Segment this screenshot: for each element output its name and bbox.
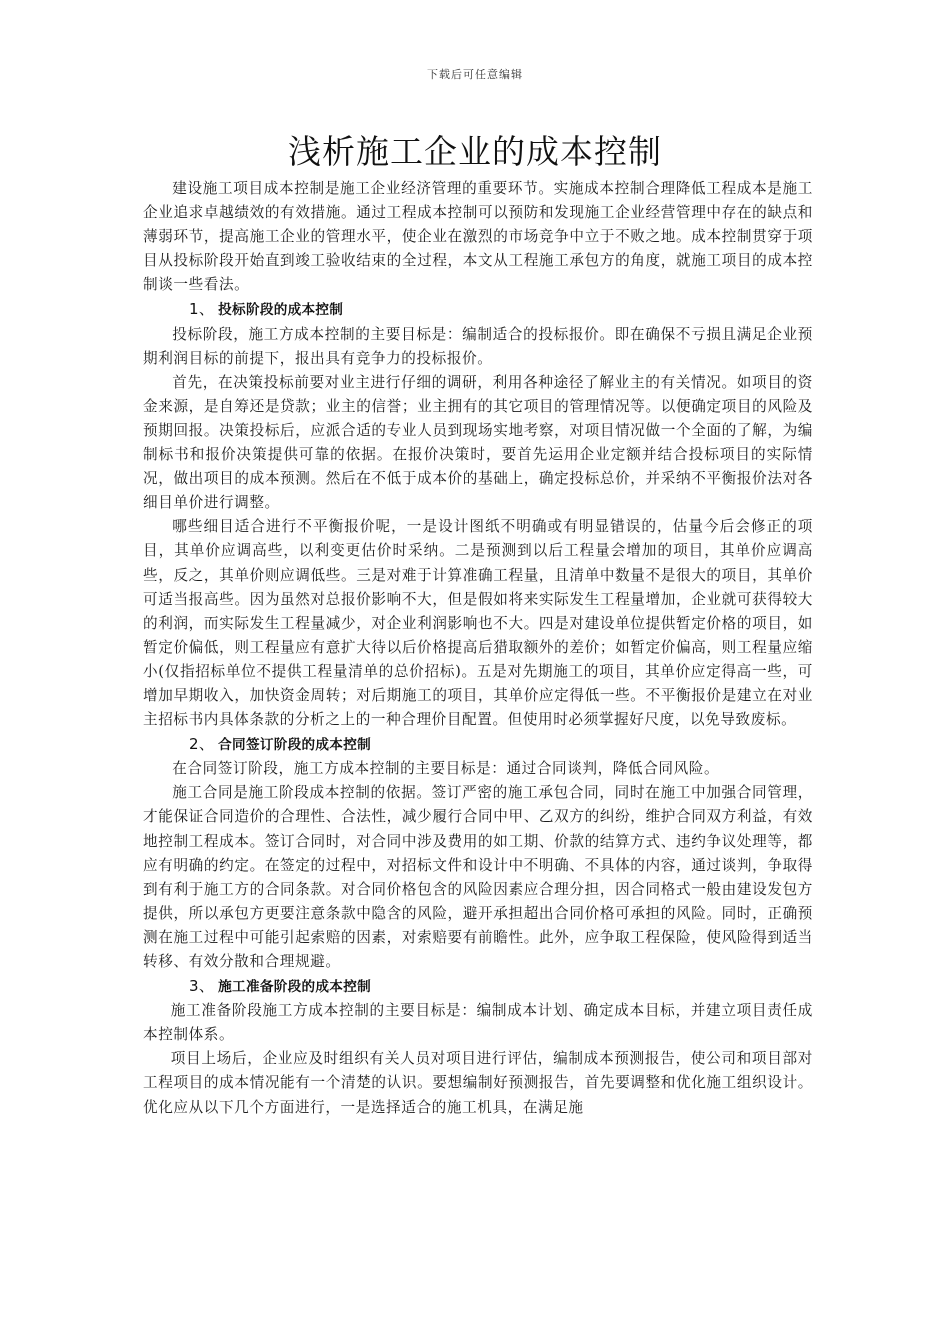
paragraph: 首先，在决策投标前要对业主进行仔细的调研，利用各种途径了解业主的有关情况。如项目的资金来源，是自筹还是贷款；业主的信誉；业主拥有的其它项目的管理情况等。以便确定项目的风险及预期回报。决策投标后，应派合适的专业人员到现场实地考察，对项目情况做一个全面的了解，为编制标书和报价决策提供可靠的依据。在报价决策时，要首先运用企业定额并结合投标项目的实际情况，做出项目的成本预测。然后在不低于成本价的基础上，确定投标总价，并采纳不平衡报价法对各细目单价进行调整。: [143, 373, 813, 512]
section-number: 3、: [189, 977, 215, 996]
section-heading-3: [143, 974, 813, 999]
intro-paragraph: 建设施工项目成本控制是施工企业经济管理的重要环节。实施成本控制合理降低工程成本是施工企业追求卓越绩效的有效措施。通过工程成本控制可以预防和发现施工企业经营管理中存在的缺点和薄弱环节，提高施工企业的管理水平，使企业在激烈的市场竞争中立于不败之地。成本控制贯穿于项目从投标阶段开始直到竣工验收结束的全过程，本文从工程施工承包方的角度，就施工项目的成本控制谈一些看法。: [143, 180, 813, 294]
paragraph: 投标阶段，施工方成本控制的主要目标是：编制适合的投标报价。即在确保不亏损且满足企业预期利润目标的前提下，报出具有竞争力的投标报价。: [143, 325, 813, 367]
paragraph: 在合同签订阶段，施工方成本控制的主要目标是：通过合同谈判，降低合同风险。: [172, 760, 720, 778]
paragraph: 哪些细目适合进行不平衡报价呢，一是设计图纸不明确或有明显错误的，估量今后会修正的项目，其单价应调高些，以利变更估价时采纳。二是预测到以后工程量会增加的项目，其单价应调高些，反之，其单价则应调低些。三是对难于计算准确工程量，且清单中数量不是很大的项目，其单价可适当报高些。因为虽然对总报价影响不大，但是假如将来实际发生工程量增加，企业就可获得较大的利润，而实际发生工程量减少，对企业利润影响也不大。四是对建设单位提供暂定价格的项目，如暂定价偏低，则工程量应有意扩大待以后价格提高后猎取额外的差价；如暂定价偏高，则工程量应缩小(仅指招标单位不提供工程量清单的总价招标)。五是对先期施工的项目，其单价应定得高一些，可增加早期收入，加快资金周转；对后期施工的项目，其单价应定得低一些。不平衡报价是建立在对业主招标书内具体条款的分析之上的一种合理价目配置。但使用时必须掌握好尺度，以免导致废标。: [143, 518, 813, 729]
paragraph: 施工准备阶段施工方成本控制的主要目标是：编制成本计划、确定成本目标，并建立项目责任成本控制体系。: [143, 1002, 813, 1044]
section-heading-text: 合同签订阶段的成本控制: [218, 737, 371, 754]
page-title: 浅析施工企业的成本控制: [288, 132, 662, 171]
paragraph: 施工合同是施工阶段成本控制的依据。签订严密的施工承包合同，同时在施工中加强合同管理，才能保证合同造价的合理性、合法性，减少履行合同中甲、乙双方的纠纷，维护合同双方利益，有效地控制工程成本。签订合同时，对合同中涉及费用的如工期、价款的结算方式、违约争议处理等，都应有明确的约定。在签定的过程中，对招标文件和设计中不明确、不具体的内容，通过谈判，争取得到有利于施工方的合同条款。对合同价格包含的风险因素应合理分担，因合同格式一般由建设发包方提供，所以承包方更要注意条款中隐含的风险，避开承担超出合同价格可承担的风险。同时，正确预测在施工过程中可能引起索赔的因素，对索赔要有前瞻性。此外，应争取工程保险，使风险得到适当转移、有效分散和合理规避。: [143, 784, 813, 970]
section-number: 2、: [189, 735, 215, 754]
section-number: 1、: [189, 300, 215, 319]
document-body: [143, 177, 813, 1120]
section-heading-2: [143, 732, 813, 757]
section-heading-text: 投标阶段的成本控制: [218, 302, 344, 319]
header-note: 下载后可任意编辑: [427, 68, 523, 81]
paragraph: 项目上场后，企业应及时组织有关人员对项目进行评估，编制成本预测报告，使公司和项目部对工程项目的成本情况能有一个清楚的认识。要想编制好预测报告，首先要调整和优化施工组织设计。优化应从以下几个方面进行，一是选择适合的施工机具，在满足施: [143, 1050, 813, 1116]
section-heading-text: 施工准备阶段的成本控制: [218, 979, 371, 996]
section-heading-1: [143, 297, 813, 322]
